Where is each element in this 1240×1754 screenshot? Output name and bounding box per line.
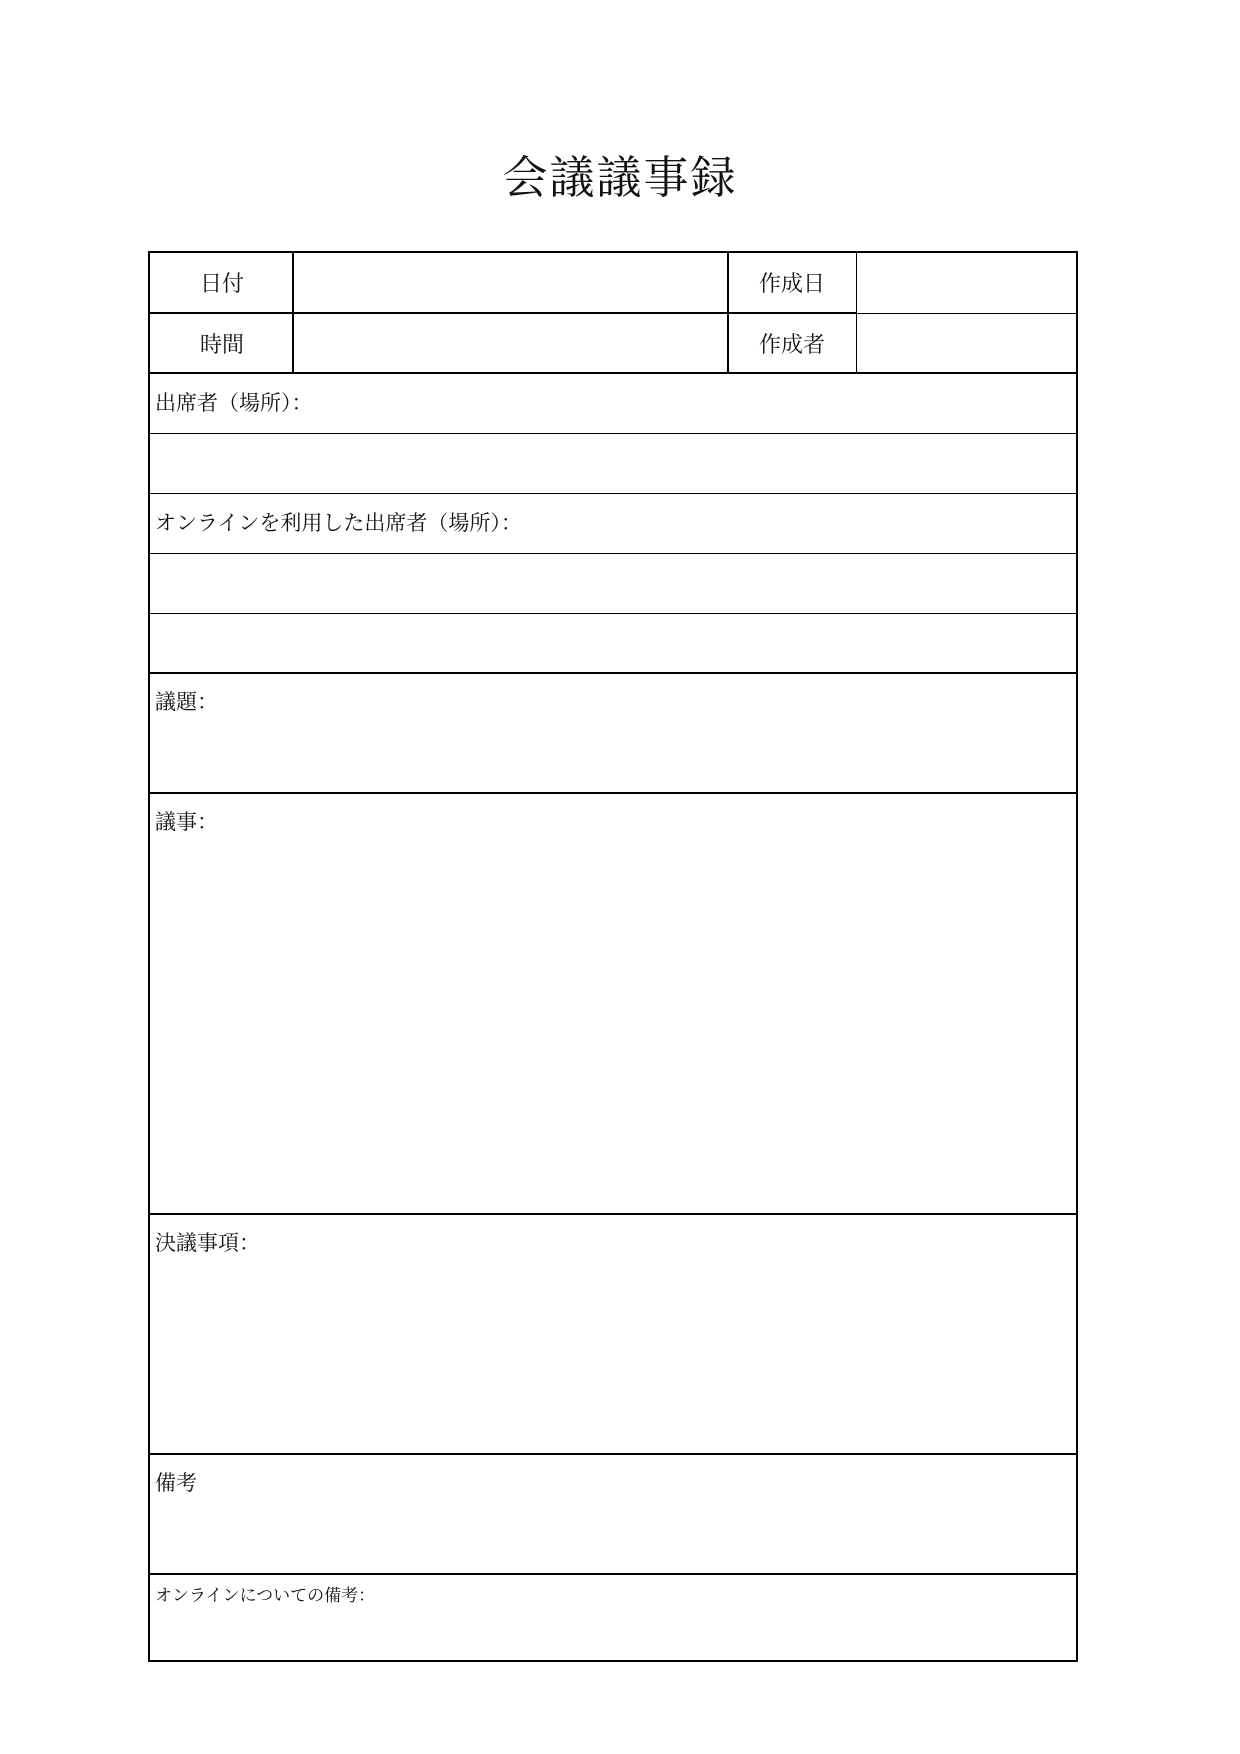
divider	[150, 312, 856, 314]
online-attendees-field-2[interactable]	[150, 614, 1076, 672]
resolutions-section[interactable]	[150, 1215, 1076, 1453]
remarks-section[interactable]	[150, 1455, 1076, 1573]
proceedings-label: 議事：	[155, 810, 218, 834]
agenda-section[interactable]	[150, 674, 1076, 792]
online-remarks-label: オンラインについての備考：	[155, 1586, 376, 1606]
author-label: 作成者	[758, 332, 825, 358]
attendees-label: 出席者（場所）：	[155, 391, 313, 415]
time-label: 時間	[199, 332, 244, 358]
online-attendees-field-1[interactable]	[150, 554, 1076, 613]
online-attendees-label: オンラインを利用した出席者（場所）：	[155, 511, 522, 535]
created-date-label: 作成日	[758, 272, 825, 297]
time-field[interactable]	[294, 314, 728, 372]
date-field[interactable]	[294, 253, 728, 312]
divider	[856, 313, 1076, 314]
remarks-label: 備考	[155, 1471, 197, 1495]
date-label: 日付	[199, 272, 244, 297]
document-title: 会議議事録	[502, 151, 738, 204]
agenda-label: 議題：	[155, 690, 218, 714]
created-date-field[interactable]	[856, 253, 1076, 312]
author-field[interactable]	[856, 314, 1076, 372]
online-remarks-section[interactable]	[150, 1575, 1076, 1660]
proceedings-section[interactable]	[150, 794, 1076, 1213]
attendees-field[interactable]	[150, 434, 1076, 493]
resolutions-label: 決議事項：	[155, 1231, 260, 1255]
minutes-form	[148, 251, 1078, 1662]
